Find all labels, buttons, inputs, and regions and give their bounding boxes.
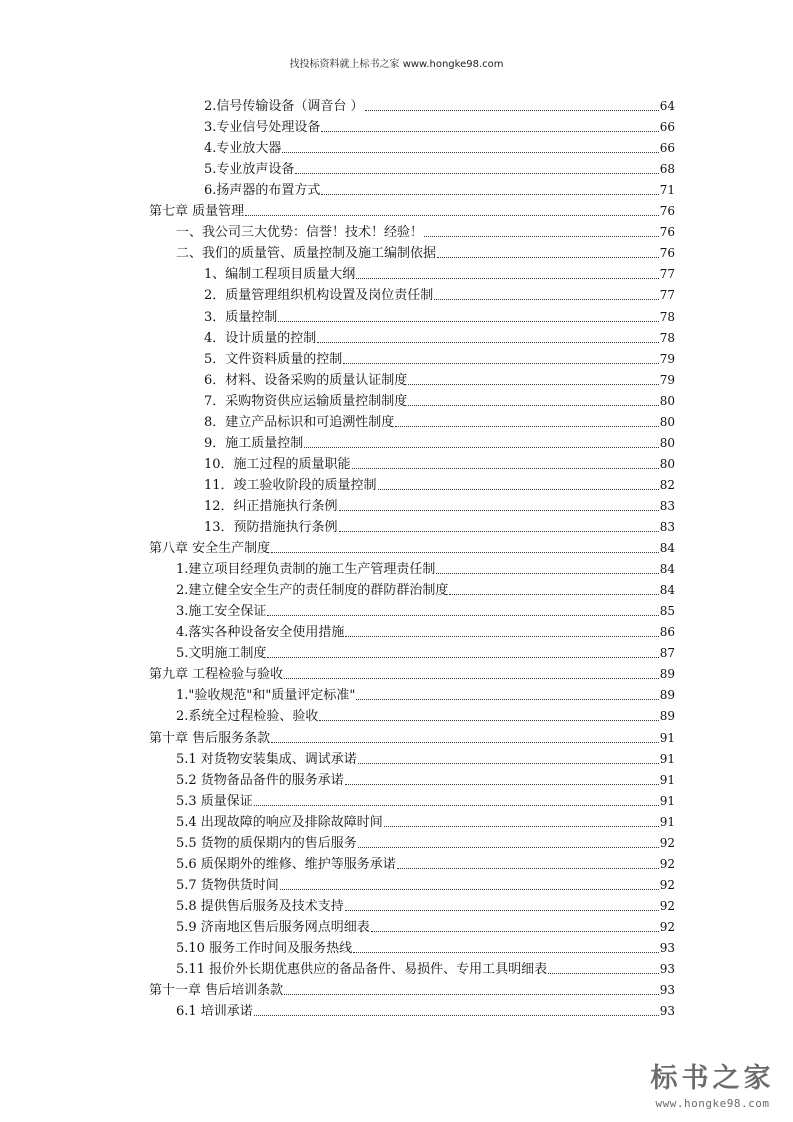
toc-entry[interactable] bbox=[176, 938, 675, 959]
toc-entry-title: 13．预防措施执行条例 bbox=[204, 520, 338, 535]
toc-entry-page: 77 bbox=[659, 288, 675, 303]
toc-entry-title: 3.专业信号处理设备 bbox=[204, 120, 321, 136]
dot-leader bbox=[437, 257, 659, 258]
toc-entry-page: 92 bbox=[659, 919, 675, 934]
toc-entry-page: 91 bbox=[659, 751, 675, 766]
toc-entry-title: 6.扬声器的布置方式 bbox=[204, 183, 321, 199]
toc-entry[interactable] bbox=[149, 728, 675, 749]
toc-entry-page: 80 bbox=[659, 435, 675, 450]
toc-entry-title: 2.信号传输设备（调音台 ） bbox=[204, 99, 364, 114]
toc-entry-page: 91 bbox=[659, 814, 675, 829]
dot-leader bbox=[339, 531, 659, 532]
toc-entry-title: 12．纠正措施执行条例 bbox=[204, 498, 338, 514]
toc-entry-title: 第九章 工程检验与验收 bbox=[149, 667, 284, 683]
toc-entry[interactable] bbox=[204, 433, 675, 454]
toc-entry[interactable] bbox=[204, 391, 675, 412]
toc-entry[interactable] bbox=[176, 875, 675, 896]
toc-entry[interactable] bbox=[149, 980, 675, 1001]
toc-entry-page: 85 bbox=[659, 604, 675, 619]
toc-entry-page: 66 bbox=[659, 120, 675, 135]
toc-entry-title: 5.6 质保期外的维修、维护等服务承诺 bbox=[176, 856, 396, 872]
toc-entry[interactable] bbox=[204, 496, 675, 517]
dot-leader bbox=[436, 573, 658, 574]
toc-entry-page: 79 bbox=[659, 372, 675, 387]
dot-leader bbox=[371, 931, 659, 932]
toc-entry-page: 76 bbox=[659, 225, 675, 240]
dot-leader bbox=[358, 763, 659, 764]
toc-entry[interactable] bbox=[176, 706, 675, 727]
toc-entry-title: 5.专业放声设备 bbox=[204, 162, 295, 178]
toc-entry-title: 3.施工安全保证 bbox=[176, 604, 267, 620]
toc-entry-page: 80 bbox=[659, 393, 675, 408]
toc-entry-page: 78 bbox=[659, 309, 675, 324]
toc-entry[interactable] bbox=[176, 601, 675, 622]
toc-entry-title: 3．质量控制 bbox=[204, 309, 278, 325]
toc-entry[interactable] bbox=[149, 538, 675, 559]
dot-leader bbox=[280, 889, 659, 890]
toc-entry[interactable] bbox=[176, 643, 675, 664]
toc-entry[interactable] bbox=[149, 201, 675, 222]
toc-entry[interactable] bbox=[176, 791, 675, 812]
toc-entry-title: 5.2 货物备品备件的服务承诺 bbox=[176, 772, 344, 788]
toc-entry[interactable] bbox=[204, 96, 675, 117]
dot-leader bbox=[267, 657, 658, 658]
toc-entry[interactable] bbox=[204, 328, 675, 349]
toc-entry-title: 5.9 济南地区售后服务网点明细表 bbox=[176, 919, 370, 935]
dot-leader bbox=[449, 594, 658, 595]
toc-entry-title: 第七章 质量管理 bbox=[149, 204, 245, 220]
toc-entry-page: 91 bbox=[659, 772, 675, 787]
dot-leader bbox=[378, 489, 659, 490]
toc-entry-title: 9．施工质量控制 bbox=[204, 435, 304, 451]
toc-entry-title: 5.11 报价外长期优惠供应的备品备件、易损件、专用工具明细表 bbox=[176, 962, 548, 978]
toc-entry[interactable] bbox=[176, 622, 675, 643]
dot-leader bbox=[321, 194, 658, 195]
toc-entry[interactable] bbox=[204, 475, 675, 496]
toc-entry[interactable] bbox=[204, 180, 675, 201]
brand-logo: 标书之家 bbox=[650, 1063, 775, 1094]
toc-entry[interactable] bbox=[204, 307, 675, 328]
toc-entry-title: 11．竣工验收阶段的质量控制 bbox=[204, 477, 377, 493]
toc-entry-title: 5.5 货物的质保期内的售后服务 bbox=[176, 835, 357, 851]
toc-entry-page: 89 bbox=[659, 667, 675, 682]
toc-entry-page: 92 bbox=[659, 877, 675, 892]
toc-entry[interactable] bbox=[176, 833, 675, 854]
toc-entry-title: 1.建立项目经理负责制的施工生产管理责任制 bbox=[176, 562, 436, 578]
dot-leader bbox=[345, 910, 659, 911]
toc-entry-title: 5.3 质量保证 bbox=[176, 793, 253, 809]
toc-entry-page: 87 bbox=[659, 646, 675, 661]
toc-entry[interactable] bbox=[176, 749, 675, 770]
toc-entry[interactable] bbox=[204, 264, 675, 285]
toc-entry-page: 82 bbox=[659, 477, 675, 492]
toc-entry-page: 92 bbox=[659, 856, 675, 871]
dot-leader bbox=[267, 615, 658, 616]
toc-entry-title: 4．设计质量的控制 bbox=[204, 330, 317, 346]
dot-leader bbox=[353, 952, 659, 953]
dot-leader bbox=[358, 847, 659, 848]
toc-entry[interactable] bbox=[176, 580, 675, 601]
dot-leader bbox=[254, 805, 659, 806]
toc-entry[interactable] bbox=[204, 285, 675, 306]
toc-entry-title: 一、我公司三大优势：信誉！技术！经验！ bbox=[176, 225, 424, 241]
toc-entry-page: 84 bbox=[659, 541, 675, 556]
toc-entry[interactable] bbox=[176, 559, 675, 580]
dot-leader bbox=[365, 110, 659, 111]
toc-entry-page: 91 bbox=[659, 793, 675, 808]
toc-entry-title: 1."验收规范"和"质量评定标准" bbox=[176, 688, 356, 704]
dot-leader bbox=[548, 973, 659, 974]
toc-entry-title: 2.建立健全安全生产的责任制度的群防群治制度 bbox=[176, 583, 449, 599]
brand-url: www.hongke98.com bbox=[655, 1097, 770, 1110]
toc-entry-title: 第十一章 售后培训条款 bbox=[149, 983, 284, 999]
toc-entry-page: 83 bbox=[659, 520, 675, 534]
toc-entry[interactable] bbox=[149, 664, 675, 685]
toc-entry-page: 80 bbox=[659, 414, 675, 429]
dot-leader bbox=[282, 152, 658, 153]
dot-leader bbox=[284, 678, 659, 679]
toc-entry-title: 5．文件资料质量的控制 bbox=[204, 351, 343, 367]
toc-entry-page: 71 bbox=[659, 183, 675, 198]
dot-leader bbox=[424, 236, 659, 237]
dot-leader bbox=[395, 426, 658, 427]
brand-watermark bbox=[640, 1063, 785, 1110]
dot-leader bbox=[408, 384, 658, 385]
dot-leader bbox=[271, 552, 659, 553]
dot-leader bbox=[339, 510, 659, 511]
dot-leader bbox=[304, 447, 658, 448]
dot-leader bbox=[345, 636, 658, 637]
dot-leader bbox=[352, 468, 659, 469]
dot-leader bbox=[278, 321, 658, 322]
toc-entry-title: 5.4 出现故障的响应及排除故障时间 bbox=[176, 814, 383, 830]
toc-entry-title: 10．施工过程的质量职能 bbox=[204, 456, 351, 472]
dot-leader bbox=[384, 826, 659, 827]
toc-entry-page: 68 bbox=[659, 162, 675, 177]
toc-entry-page: 92 bbox=[659, 835, 675, 850]
toc-entry-title: 8．建立产品标识和可追溯性制度 bbox=[204, 414, 395, 430]
dot-leader bbox=[321, 131, 658, 132]
dot-leader bbox=[408, 405, 658, 406]
toc-entry-title: 4.专业放大器 bbox=[204, 141, 282, 157]
toc-entry-title: 二、我们的质量管、质量控制及施工编制依据 bbox=[176, 246, 437, 262]
toc-entry-page: 86 bbox=[659, 625, 675, 640]
toc-entry-page: 76 bbox=[659, 204, 675, 219]
toc-entry[interactable] bbox=[176, 243, 675, 264]
toc-entry-title: 5.10 服务工作时间及服务热线 bbox=[176, 941, 353, 956]
toc-entry-page: 84 bbox=[659, 562, 675, 577]
page-header: 找投标资料就上标书之家 www.hongke98.com bbox=[289, 59, 504, 70]
dot-leader bbox=[245, 215, 659, 216]
toc-entry-page: 83 bbox=[659, 498, 675, 513]
toc-entry[interactable] bbox=[176, 959, 675, 980]
toc-entry-title: 7．采购物资供应运输质量控制制度 bbox=[204, 393, 408, 409]
dot-leader bbox=[343, 363, 658, 364]
toc-entry-title: 1、编制工程项目质量大纲 bbox=[204, 267, 356, 283]
dot-leader bbox=[397, 868, 659, 869]
toc-entry-page: 91 bbox=[659, 730, 675, 745]
dot-leader bbox=[254, 1015, 659, 1016]
dot-leader bbox=[284, 994, 659, 995]
toc-entry-title: 2.系统全过程检验、验收 bbox=[176, 709, 319, 725]
toc-entry[interactable] bbox=[204, 159, 675, 180]
toc-entry[interactable] bbox=[204, 138, 675, 159]
toc-entry-title: 4.落实各种设备安全使用措施 bbox=[176, 625, 345, 641]
toc-entry-page: 89 bbox=[659, 709, 675, 724]
toc-entry-page: 84 bbox=[659, 583, 675, 598]
toc-entry-page: 78 bbox=[659, 330, 675, 345]
toc-entry-page: 64 bbox=[659, 99, 675, 113]
toc-entry-title: 第八章 安全生产制度 bbox=[149, 541, 271, 557]
toc-entry-title: 6.1 培训承诺 bbox=[176, 1004, 253, 1020]
toc-entry-title: 6．材料、设备采购的质量认证制度 bbox=[204, 372, 408, 388]
toc-entry-title: 5.文明施工制度 bbox=[176, 646, 267, 662]
toc-entry-page: 92 bbox=[659, 898, 675, 913]
dot-leader bbox=[356, 278, 658, 279]
toc-entry[interactable] bbox=[176, 896, 675, 917]
toc-entry-title: 5.1 对货物安装集成、调试承诺 bbox=[176, 751, 357, 767]
dot-leader bbox=[271, 742, 659, 743]
toc-entry[interactable] bbox=[176, 854, 675, 875]
dot-leader bbox=[345, 784, 659, 785]
toc-entry[interactable] bbox=[176, 222, 675, 243]
dot-leader bbox=[356, 699, 658, 700]
toc-entry-page: 93 bbox=[659, 1004, 675, 1019]
dot-leader bbox=[319, 720, 658, 721]
toc-entry[interactable] bbox=[204, 454, 675, 475]
toc-entry-page: 93 bbox=[659, 983, 675, 998]
dot-leader bbox=[295, 173, 658, 174]
toc-entry-title: 2．质量管理组织机构设置及岗位责任制 bbox=[204, 288, 434, 304]
toc-entry-page: 89 bbox=[659, 688, 675, 703]
toc-entry-page: 80 bbox=[659, 456, 675, 471]
toc-entry[interactable] bbox=[176, 685, 675, 706]
dot-leader bbox=[434, 299, 658, 300]
toc-entry-page: 93 bbox=[659, 941, 675, 955]
toc-entry-title: 第十章 售后服务条款 bbox=[149, 730, 271, 746]
toc-entry[interactable] bbox=[176, 770, 675, 791]
toc-entry[interactable] bbox=[176, 917, 675, 938]
toc-entry-page: 76 bbox=[659, 246, 675, 261]
toc-entry[interactable] bbox=[204, 370, 675, 391]
toc-entry-page: 93 bbox=[659, 962, 675, 977]
toc-entry[interactable] bbox=[204, 117, 675, 138]
toc-entry-title: 5.7 货物供货时间 bbox=[176, 877, 279, 893]
toc-entry-page: 79 bbox=[659, 351, 675, 366]
toc-entry[interactable] bbox=[204, 517, 675, 538]
toc-entry-title: 5.8 提供售后服务及技术支持 bbox=[176, 898, 344, 914]
toc-entry-page: 66 bbox=[659, 141, 675, 156]
dot-leader bbox=[317, 342, 658, 343]
toc-entry[interactable] bbox=[204, 412, 675, 433]
toc-entry[interactable] bbox=[204, 349, 675, 370]
toc-entry-page: 77 bbox=[659, 267, 675, 282]
toc-entry[interactable] bbox=[176, 1001, 675, 1022]
toc-entry[interactable] bbox=[176, 812, 675, 833]
